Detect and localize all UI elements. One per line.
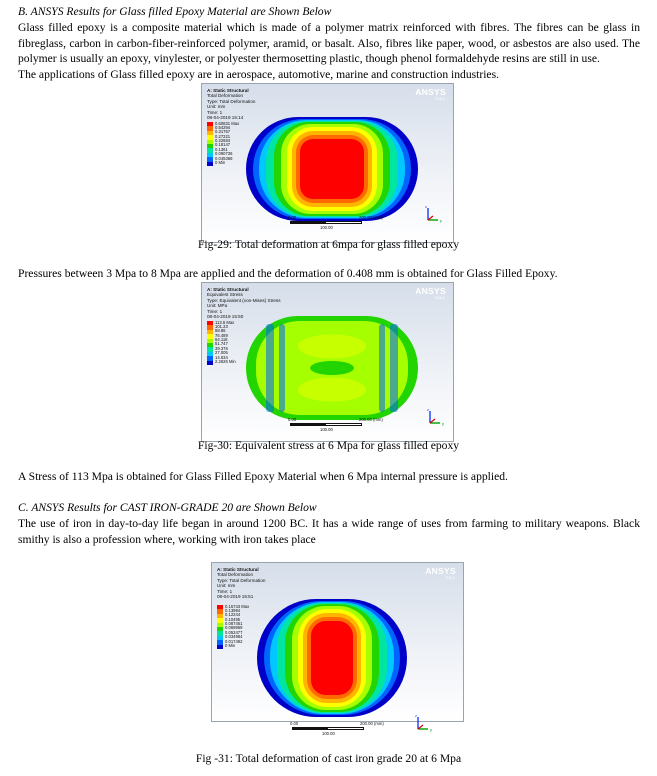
- legend-label: 0.22684: [215, 138, 231, 144]
- legend-label: 0.13994: [225, 607, 241, 613]
- fig-29-image: [201, 83, 454, 243]
- legend-label: 27.005: [215, 350, 228, 356]
- legend-label: 0.1361: [215, 146, 228, 152]
- legend-label: 0 Min: [225, 643, 236, 649]
- legend-label: 0.12244: [225, 612, 241, 618]
- contour-band: [379, 324, 385, 412]
- legend-entry: [207, 162, 247, 166]
- contour-band: [266, 324, 274, 412]
- scale-mid-label: 100.00: [320, 225, 333, 230]
- contour-band: [310, 361, 354, 375]
- legend-entry: [207, 361, 247, 365]
- legend-label: 0.60831 Max: [215, 120, 240, 126]
- ansys-version: R16.2: [445, 576, 455, 580]
- contour-band: [311, 621, 353, 695]
- ansys-logo: ANSYS: [415, 87, 446, 97]
- legend-label: 0.54294: [215, 124, 231, 130]
- fig-info-block: A: Static Structural Total Deformation Type: Total Deformation Unit: mm Time: 1 08-04-2019 15:14: [207, 88, 256, 121]
- fig-29-caption: Fig-29: Total deformation at 6mpa for glass filled epoxy: [197, 238, 460, 251]
- legend-label: 51.747: [215, 341, 228, 347]
- legend-entry: [217, 645, 257, 649]
- fig-info-block: A: Static Structural Equivalent Stress Type: Equivalent (von-Mises) Stress Unit: MPa Time: 1 08-04-2019 15:50: [207, 287, 281, 320]
- contour-band: [279, 324, 285, 412]
- scale-bar: [290, 423, 362, 426]
- section-c-paragraph: The use of iron in day-to-day life began in around 1200 BC. It has a wide range of uses from farming to military weapons. Black smithy is also a profession where, working with iron takes place: [18, 517, 640, 546]
- scale-mid-label: 100.00: [320, 427, 333, 432]
- legend-label: 14.634: [215, 354, 228, 360]
- legend-label: 88.86: [215, 328, 226, 334]
- ansys-version: R16.2: [435, 97, 445, 101]
- legend-label: 0.034984: [225, 634, 243, 640]
- section-c-heading: C. ANSYS Results for CAST IRON-GRADE 20 are Shown Below: [18, 501, 317, 514]
- color-legend: [207, 122, 247, 166]
- scale-right-label: 200.00 (mm): [359, 417, 383, 422]
- axis-triad-icon: [424, 407, 450, 429]
- legend-label: 0.15743 Max: [225, 603, 250, 609]
- legend-label: 0.18147: [215, 142, 231, 148]
- legend-label: 0.090736: [215, 151, 233, 157]
- contour-band: [298, 334, 366, 358]
- legend-label: 101.23: [215, 323, 228, 329]
- legend-label: 0.27221: [215, 133, 231, 139]
- stress-paragraph: A Stress of 113 Mpa is obtained for Glass Filled Epoxy Material when 6 Mpa internal pressure is applied.: [18, 470, 508, 483]
- legend-label: 2.2626 Min: [215, 359, 236, 365]
- scale-bar: [292, 727, 364, 730]
- legend-swatch: [217, 645, 223, 649]
- contour-band: [300, 139, 364, 199]
- section-b-applications: The applications of Glass filled epoxy are in aerospace, automotive, marine and construction industries.: [18, 68, 499, 81]
- fig-info-block: A: Static Structural Total Deformation Type: Total Deformation Unit: mm Time: 1 08-04-2019 15:51: [217, 567, 266, 600]
- legend-label: 0.052477: [225, 629, 243, 635]
- contour-band: [390, 324, 398, 412]
- fig-30-caption: Fig-30: Equivalent stress at 6 Mpa for glass filled epoxy: [197, 439, 460, 452]
- legend-label: 0.087461: [225, 621, 243, 627]
- axis-triad-icon: [422, 204, 448, 226]
- legend-label: 0.31757: [215, 129, 231, 135]
- legend-label: 64.118: [215, 337, 228, 343]
- legend-label: 0 Min: [215, 160, 226, 166]
- legend-label: 0.045368: [215, 155, 233, 161]
- scale-left-label: 0.00: [288, 417, 297, 422]
- legend-label: 0.069969: [225, 625, 243, 631]
- scale-left-label: 0.00: [290, 721, 299, 726]
- legend-label: 0.017492: [225, 638, 243, 644]
- scale-right-label: 200.00 (mm): [360, 721, 384, 726]
- svg-text:z: z: [427, 407, 429, 412]
- svg-text:y: y: [430, 727, 432, 732]
- svg-text:y: y: [442, 421, 444, 426]
- legend-swatch: [207, 162, 213, 166]
- ansys-version: R16.2: [435, 296, 445, 300]
- svg-text:z: z: [425, 204, 427, 209]
- scale-left-label: 0.00: [288, 215, 297, 220]
- axis-triad-icon: [412, 713, 438, 735]
- color-legend: [207, 321, 247, 365]
- fig-31-image: [211, 562, 464, 736]
- legend-label: 76.489: [215, 332, 228, 338]
- scale-right-label: 200.00 (mm): [359, 215, 383, 220]
- legend-label: 0.10495: [225, 616, 241, 622]
- color-legend: [217, 605, 257, 649]
- fig-30-image: [201, 282, 454, 442]
- section-b-paragraph: Glass filled epoxy is a composite material which is made of a polymer matrix reinforced with fibres. The fibres can be glass in fibreglass, carbon in carbon-fiber-reinforced polymer, aramid, or basalt. Also, fibres like paper, wood, or asbestos are also used. The polymer is usually an epoxy, vinylester, or polyester thermosetting plastic, though phenol formaldehyde resins are still in use.: [18, 21, 640, 66]
- scale-bar: [290, 221, 362, 224]
- legend-label: 113.6 Max: [215, 319, 235, 325]
- scale-mid-label: 100.00: [322, 731, 335, 736]
- ansys-logo: ANSYS: [425, 566, 456, 576]
- legend-label: 39.376: [215, 345, 228, 351]
- section-b-heading: B. ANSYS Results for Glass filled Epoxy Material are Shown Below: [18, 5, 332, 18]
- contour-band: [298, 378, 366, 402]
- fig-31-caption: Fig -31: Total deformation of cast iron grade 20 at 6 Mpa: [195, 752, 462, 765]
- ansys-logo: ANSYS: [415, 286, 446, 296]
- pressures-paragraph: Pressures between 3 Mpa to 8 Mpa are applied and the deformation of 0.408 mm is obtained for Glass Filled Epoxy.: [18, 267, 558, 280]
- legend-swatch: [207, 361, 213, 365]
- svg-text:y: y: [440, 218, 442, 223]
- svg-text:z: z: [415, 713, 417, 718]
